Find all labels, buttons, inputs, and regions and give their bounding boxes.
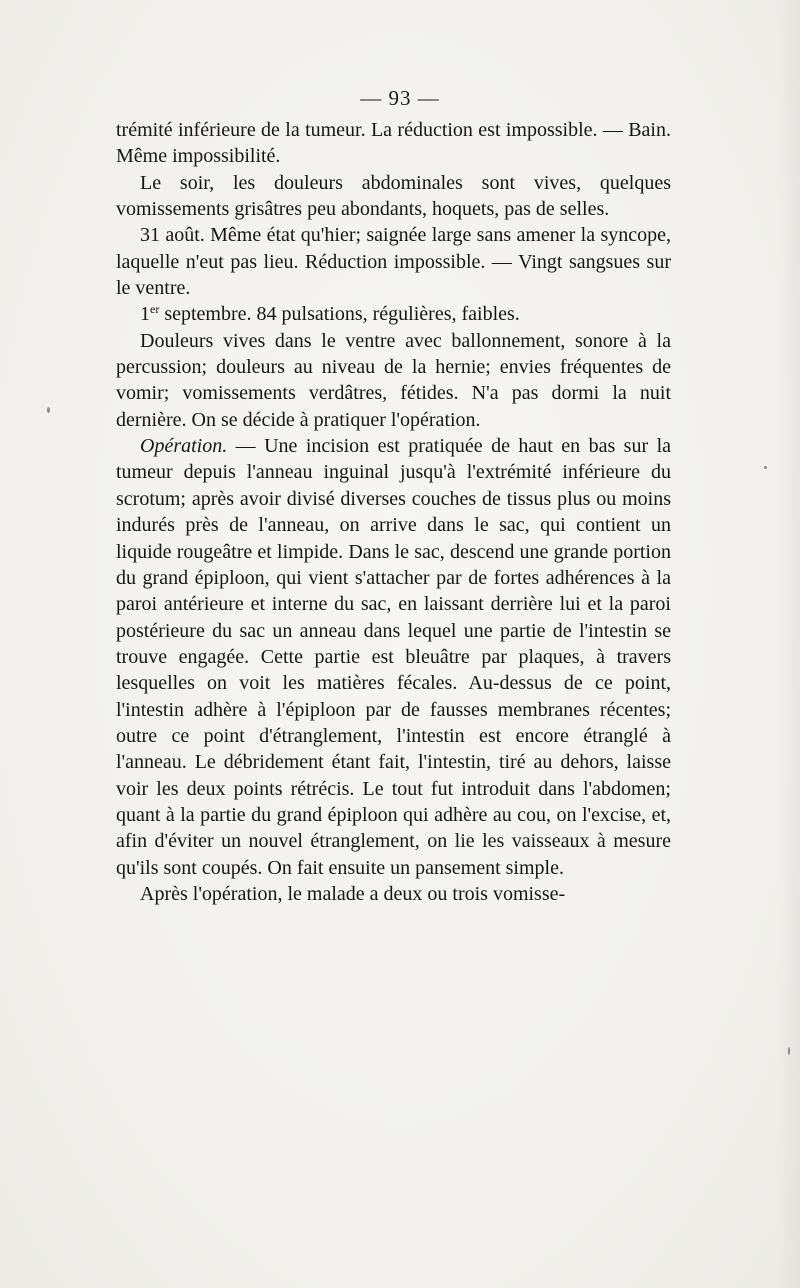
- paragraph: Douleurs vives dans le ventre avec ballonnement, sonore à la percussion; douleurs au niveau de la hernie; envies fréquentes de vomir; vomissements verdâtres, fétides. N'a pas dormi la nuit dernière. On se décide à pratiquer l'opération.: [116, 329, 671, 431]
- paragraph-text: septembre. 84 pulsations, régulières, faibles.: [159, 303, 520, 326]
- scan-speck: [788, 1047, 790, 1055]
- paragraph: trémité inférieure de la tumeur. La réduction est impossible. — Bain. Même impossibilité.: [116, 119, 671, 168]
- paragraph: [116, 301, 671, 327]
- page-edge-shadow: [776, 0, 800, 1288]
- paragraph: Le soir, les douleurs abdominales sont vives, quelques vomissements grisâtres peu abondants, hoquets, pas de selles.: [116, 171, 671, 221]
- date-day: 1: [140, 303, 150, 326]
- paragraph: Après l'opération, le malade a deux ou trois vomisse-: [140, 882, 566, 905]
- body-text: [116, 117, 671, 907]
- scan-speck: [764, 466, 767, 469]
- scan-speck: [47, 407, 50, 413]
- page-number: — 93 —: [360, 86, 440, 110]
- paragraph: [116, 433, 671, 881]
- paragraph-text: — Une incision est pratiquée de haut en bas sur la tumeur depuis l'anneau inguinal jusqu'à l'extrémité inférieure du scrotum; après avoir divisé diverses couches de tissus plus ou moins indurés près de l'anneau, on arrive dans le sac, qui contient un liquide rougeâtre et limpide. Dans le sac, descend une grande portion du grand épiploon, qui vient s'attacher par de fortes adhérences à la paroi antérieure et interne du sac, en laissant derrière lui et la paroi postérieure du sac un anneau dans lequel une partie de l'intestin se trouve engagée. Cette partie est bleuâtre par plaques, à travers lesquelles on voit les matières fécales. Au-dessus de ce point, l'intestin adhère à l'épiploon par de fausses membranes récentes; outre ce point d'étranglement, l'intestin est encore étranglé à l'anneau. Le débridement étant fait, l'intestin, tiré au dehors, laisse voir les deux points rétrécis. Le tout fut introduit dans l'abdomen; quant à la partie du grand épiploon qui adhère au cou, on l'excise, et, afin d'éviter un nouvel étranglement, on lie les vaisseaux à mesure qu'ils sont coupés. On fait ensuite un pansement simple.: [116, 435, 671, 879]
- ordinal-superscript: er: [150, 302, 160, 317]
- paragraph: 31 août. Même état qu'hier; saignée large sans amener la syncope, laquelle n'eut pas lieu. Réduction impossible. — Vingt sangsues sur le ventre.: [116, 224, 671, 300]
- section-lead: Opération.: [140, 435, 228, 458]
